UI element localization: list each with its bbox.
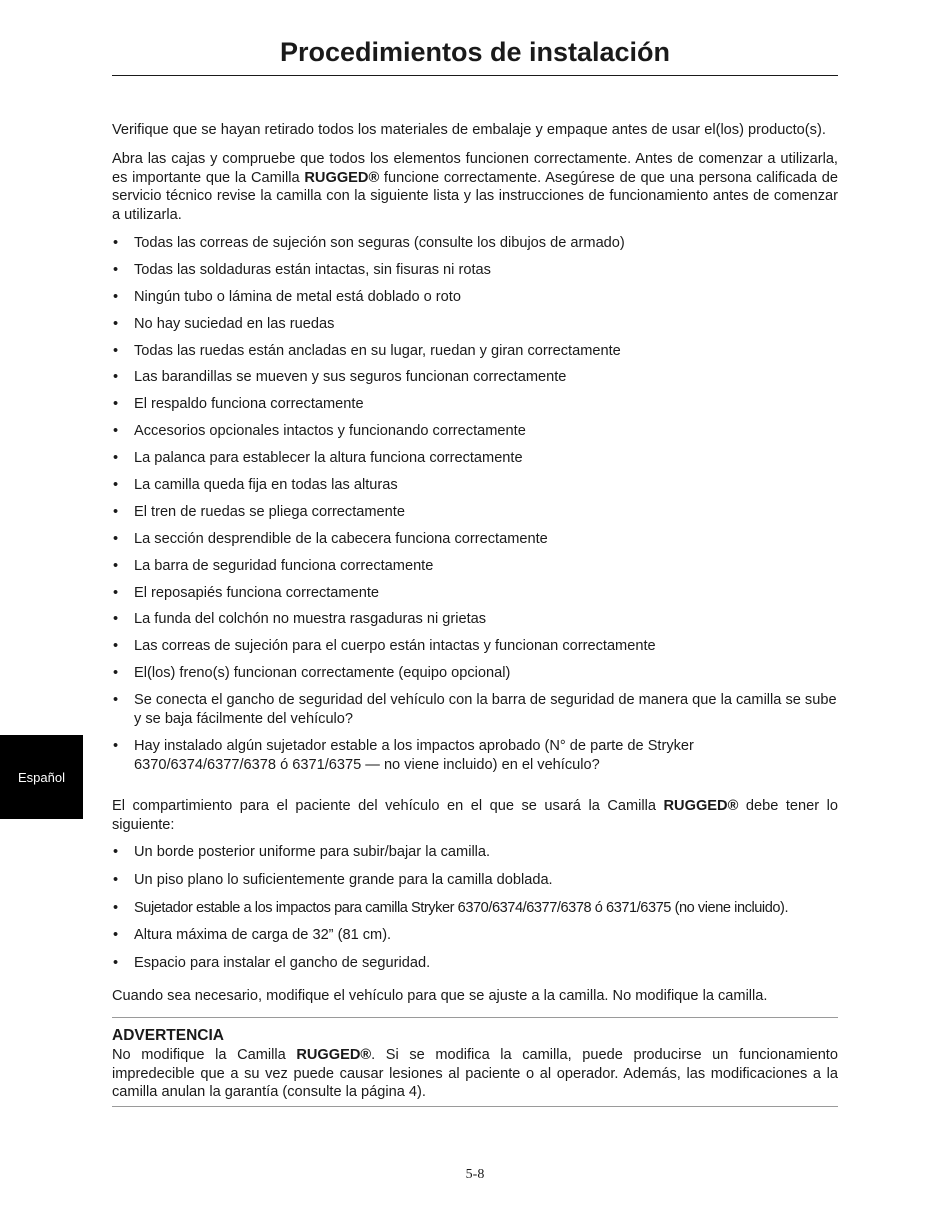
- page-content: [112, 121, 838, 1107]
- page-title: Procedimientos de instalación: [279, 37, 671, 67]
- list-item: • Se conecta el gancho de seguridad del vehículo con la barra de seguridad de manera que la camilla se sube y se baja fácilmente del vehículo?: [112, 691, 838, 729]
- list-item: • Las correas de sujeción para el cuerpo están intactas y funcionan correctamente: [112, 637, 838, 656]
- vehicle-text-b: debe tener lo siguiente:: [112, 798, 838, 834]
- list-item: • Un borde posterior uniforme para subir/bajar la camilla.: [112, 843, 838, 862]
- intro-paragraph-1: Verifique que se hayan retirado todos los materiales de embalaje y empaque antes de usar el(los) producto(s).: [112, 122, 826, 138]
- list-item: • Altura máxima de carga de 32” (81 cm).: [112, 926, 838, 945]
- warning-text-b: . Si se modifica la camilla, puede producirse un funcionamiento impredecible que a su vez puede causar lesiones al paciente o al operador. Además, las modificaciones a la camilla anulan la garantía (consulte la página 4).: [112, 1046, 838, 1101]
- vehicle-text-a: El compartimiento para el paciente del vehículo en el que se usará la Camilla: [112, 798, 664, 815]
- list-item: • Espacio para instalar el gancho de seguridad.: [112, 954, 838, 973]
- list-item: • La palanca para establecer la altura funciona correctamente: [112, 449, 838, 468]
- brand-name: RUGGED®: [663, 798, 739, 815]
- list-item: • Ningún tubo o lámina de metal está doblado o roto: [112, 288, 838, 307]
- list-item: • Hay instalado algún sujetador estable a los impactos aprobado (N° de parte de Stryker 6370/6374/6377/6378 ó 6371/6375 — no viene incluido) en el vehículo?: [112, 737, 838, 775]
- warning-text-a: No modifique la Camilla: [112, 1046, 297, 1063]
- list-item: • Un piso plano lo suficientemente grande para la camilla doblada.: [112, 871, 838, 890]
- list-item: • La funda del colchón no muestra rasgaduras ni grietas: [112, 610, 838, 629]
- list-item: • El reposapiés funciona correctamente: [112, 584, 838, 603]
- list-item: • El tren de ruedas se pliega correctamente: [112, 503, 838, 522]
- list-item: • La camilla queda fija en todas las alturas: [112, 476, 838, 495]
- title-divider: [112, 75, 838, 76]
- brand-name: RUGGED®: [296, 1046, 372, 1063]
- list-item: • La sección desprendible de la cabecera funciona correctamente: [112, 530, 838, 549]
- page-number: 5-8: [465, 1167, 485, 1182]
- list-item: • El respaldo funciona correctamente: [112, 395, 838, 414]
- warning-text: [112, 1046, 838, 1102]
- warning-box: [112, 1017, 838, 1107]
- list-item: • Todas las correas de sujeción son seguras (consulte los dibujos de armado): [112, 234, 838, 253]
- warning-heading: ADVERTENCIA: [112, 1026, 224, 1044]
- language-tab-label: Español: [18, 769, 65, 785]
- list-item: • Todas las soldaduras están intactas, sin fisuras ni rotas: [112, 261, 838, 280]
- vehicle-paragraph: [112, 797, 838, 835]
- inspection-checklist: [112, 234, 838, 774]
- intro-text-a: Abra las cajas y compruebe que todos los elementos funcionen correctamente. Antes de comenzar a utilizarla, es importante que la Camilla: [112, 150, 838, 186]
- vehicle-requirements-list: [112, 843, 838, 973]
- brand-name: RUGGED®: [304, 169, 380, 186]
- list-item: • La barra de seguridad funciona correctamente: [112, 557, 838, 576]
- list-item: • No hay suciedad en las ruedas: [112, 315, 838, 334]
- list-item: • Accesorios opcionales intactos y funcionando correctamente: [112, 422, 838, 441]
- list-item: • Sujetador estable a los impactos para camilla Stryker 6370/6374/6377/6378 ó 6371/6375 (no viene incluido).: [112, 899, 838, 918]
- intro-text-b: funcione correctamente. Asegúrese de que una persona calificada de servicio técnico revise la camilla con la siguiente lista y las instrucciones de funcionamiento antes de comenzar a utilizarla.: [112, 169, 838, 224]
- list-item: • Todas las ruedas están ancladas en su lugar, ruedan y giran correctamente: [112, 342, 838, 361]
- language-tab: [0, 735, 83, 819]
- modify-note: Cuando sea necesario, modifique el vehículo para que se ajuste a la camilla. No modifique la camilla.: [112, 987, 768, 1004]
- list-item: • El(los) freno(s) funcionan correctamente (equipo opcional): [112, 664, 838, 683]
- intro-paragraph-2: [112, 150, 838, 225]
- list-item: • Las barandillas se mueven y sus seguros funcionan correctamente: [112, 368, 838, 387]
